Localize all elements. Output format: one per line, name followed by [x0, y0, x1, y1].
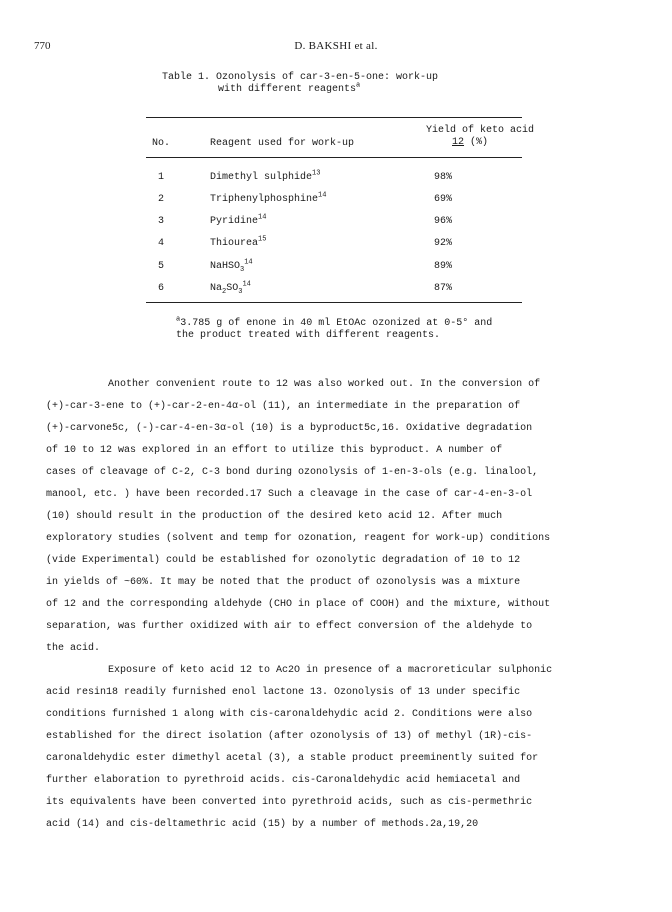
text-line: manool, etc. ) have been recorded.17 Such a cleavage in the case of car-4-en-3-ol [46, 489, 533, 500]
table-row-no: 5 [158, 261, 165, 272]
table-caption [162, 72, 438, 96]
table-top-rule [146, 117, 522, 118]
table-row-reagent: NaHSO$_3^{14}$ [210, 258, 253, 274]
table-header-no: No. [152, 138, 171, 149]
text-line: of 10 to 12 was explored in an effort to utilize this byproduct. A number of [46, 445, 503, 456]
table-row-yield: 98% [434, 172, 453, 183]
text-line: caronaldehydic ester dimethyl acetal (3), a stable product preeminently suited for [46, 753, 539, 764]
table-row-no: 4 [158, 238, 165, 249]
text-line: the acid. [46, 643, 101, 654]
table-row-reagent: Pyridine$^{14}$ [210, 213, 267, 227]
table-row-yield: 69% [434, 194, 453, 205]
text-line: Another convenient route to 12 was also worked out. In the conversion of [108, 379, 541, 390]
table-row-no: 1 [158, 172, 165, 183]
table-row-no: 6 [158, 283, 165, 294]
footnote-mark: a [176, 315, 181, 324]
table-row-reagent: $Na_2SO_3^{14}$ [210, 280, 251, 296]
table-bottom-rule [146, 302, 522, 303]
text-line: in yields of ~60%. It may be noted that the product of ozonolysis was a mixture [46, 577, 521, 588]
text-line: acid resin18 readily furnished enol lactone 13. Ozonolysis of 13 under specific [46, 687, 521, 698]
table-row-reagent: Triphenylphosphine$^{14}$ [210, 191, 327, 205]
table-header-rule [146, 157, 522, 158]
table-row-reagent: Dimethyl sulphide$^{13}$ [210, 169, 321, 183]
text-line: (vide Experimental) could be established for ozonolytic degradation of 10 to 12 [46, 555, 521, 566]
text-line: its equivalents have been converted into pyrethroid acids, such as cis-permethric [46, 797, 533, 808]
table-footnote: $^a$3.785 g of enone in 40 ml EtOAc ozonized at 0-5° and the product treated with different reagents. [176, 315, 493, 341]
text-line: (10) should result in the production of the desired keto acid 12. After much [46, 511, 503, 522]
text-line: exploratory studies (solvent and temp for ozonation, reagent for work-up) conditions [46, 533, 551, 544]
table-caption-line1: Table 1. Ozonolysis of car-3-en-5-one: work-up [162, 72, 439, 83]
table-header-yield: Yield of keto acid 12 (%) [426, 125, 535, 148]
table-row-no: 3 [158, 216, 165, 227]
page-number: 770 [34, 40, 51, 52]
text-line: further elaboration to pyrethroid acids. cis-Caronaldehydic acid hemiacetal and [46, 775, 521, 786]
body-paragraph-1 [46, 374, 626, 660]
table-header-reagent: Reagent used for work-up [210, 138, 355, 149]
caption-footnote-mark: a [356, 81, 361, 90]
table-row-no: 2 [158, 194, 165, 205]
text-line: cases of cleavage of C-2, C-3 bond during ozonolysis of 1-en-3-ols (e.g. linalool, [46, 467, 539, 478]
table-row-yield: 96% [434, 216, 453, 227]
text-line: acid (14) and cis-deltamethric acid (15) by a number of methods.2a,19,20 [46, 819, 479, 830]
text-line: established for the direct isolation (after ozonolysis of 13) of methyl (1R)-cis- [46, 731, 533, 742]
text-line: of 12 and the corresponding aldehyde (CHO in place of COOH) and the mixture, without [46, 599, 551, 610]
running-head: D. BAKSHI et al. [294, 40, 378, 52]
table-row-yield: 92% [434, 238, 453, 249]
text-line: (+)-carvone5c, (-)-car-4-en-3α-ol (10) is a byproduct5c,16. Oxidative degradation [46, 423, 533, 434]
text-line: (+)-car-3-ene to (+)-car-2-en-4α-ol (11), an intermediate in the preparation of [46, 401, 521, 412]
table-caption-line2: with different reagents$^a$ [218, 81, 361, 95]
text-line: Exposure of keto acid 12 to Ac2O in presence of a macroreticular sulphonic [108, 665, 553, 676]
body-paragraph-2 [46, 660, 626, 836]
table-row-yield: 89% [434, 261, 453, 272]
table-row-reagent: Thiourea$^{15}$ [210, 235, 267, 249]
text-line: separation, was further oxidized with air to effect conversion of the aldehyde to [46, 621, 533, 632]
table-row-yield: 87% [434, 283, 453, 294]
text-line: conditions furnished 1 along with cis-caronaldehydic acid 2. Conditions were also [46, 709, 533, 720]
